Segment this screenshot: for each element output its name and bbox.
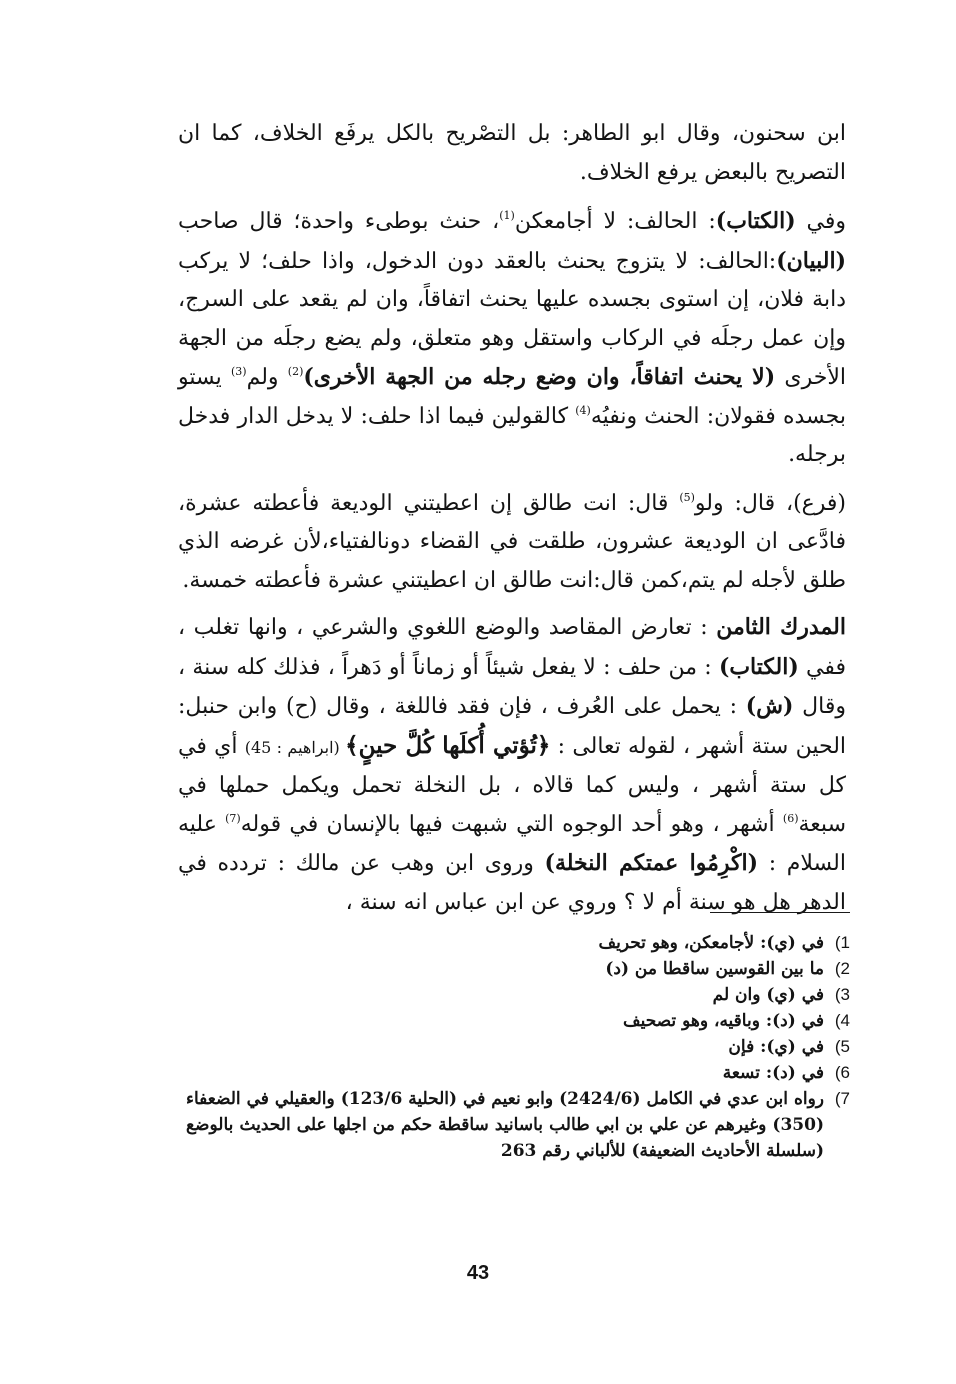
verse-citation: (ابراهيم : 45)	[244, 737, 346, 757]
quran-verse: ﴿تُؤتي أُكلَها كُلَّ حينٍ﴾	[345, 731, 551, 759]
footnote-item	[186, 1034, 850, 1060]
footnote-text: رواه ابن عدي في الكامل (2424/6) وابو نعيم في (الحلية 123/6) والعقيلي في الضعفاء (350) وغيرهم عن علي بن ابي طالب باسانيد ساقطة حكم من اجلها على الحديث بالوضع (سلسلة الأحاديث الضعيفة) للألباني رقم 263	[186, 1089, 825, 1161]
footnote-text: في (ي) وان لم	[712, 985, 824, 1005]
page-number: 43	[466, 1262, 490, 1284]
footnote-item	[186, 982, 850, 1008]
footnote-number: 6)	[834, 1063, 850, 1082]
paragraph-4: المدرك الثامن : تعارض المقاصد والوضع اللغوي والشرعي ، وانها تغلب ، ففي (الكتاب) : من حلف : لا يفعل شيئاً أو زماناً أو دَهراً ، فذلك كله سنة ، وقال (ش) : يحمل على العُرف ، فإن فقد فاللغة ، وقال (ح) وابن حنبل: الحين ستة أشهر ، لقوله تعالى : ﴿تُؤتي أُكلَها كُلَّ حينٍ﴾ (ابراهيم : 45) أي في كل ستة أشهر ، وليس كما قالاه ، بل النخلة تحمل ويكمل حملها في سبعة$^{(6)}$ أشهر ، وهو أحد الوجوه التي شبهت فيها بالإنسان في قوله$^{(7)}$ عليه السلام : (اكْرِمُوا عمتكم النخلة) وروى ابن وهب عن مالك : تردده في الدهر هل هو سنة أم لا ؟ وروي عن ابن عباس انه سنة ،	[178, 614, 847, 915]
footnote-ref-4: (4)	[575, 403, 591, 417]
footnote-item	[186, 1060, 850, 1086]
footnote-number: 5)	[834, 1037, 850, 1056]
footnote-item	[186, 930, 850, 956]
footnote-ref-2: (2)	[287, 365, 304, 378]
hadith-quote: (اكْرِمُوا عمتكم النخلة)	[544, 850, 759, 876]
footnote-text: في (د): وباقيه، وهو تصحيف	[622, 1011, 824, 1031]
footnote-separator	[710, 912, 850, 913]
footnote-ref-5: (5)	[679, 490, 695, 504]
book-reference: (الكتاب)	[715, 208, 796, 234]
footnote-text: في (د): تسعة	[722, 1063, 824, 1083]
footnote-text: في (ي): فإن	[728, 1037, 824, 1057]
footnote-text: ما بين القوسين ساقطا من (د)	[605, 959, 824, 979]
footnote-number: 2)	[834, 959, 850, 978]
footnote-ref-1: (1)	[499, 209, 515, 222]
footnote-ref-7: (7)	[225, 811, 241, 825]
main-text	[178, 115, 846, 932]
book-reference: (الكتاب)	[718, 653, 799, 680]
scholar-reference: (ش)	[745, 693, 794, 719]
bold-quote: (لا يحنث اتفاقاً، وان وضع رجله من الجهة الأخرى)	[303, 364, 776, 390]
book-reference: (البيان)	[776, 247, 846, 274]
paragraph-3: (فرع)، قال: ولو$^{(5)}$ قال: انت طالق إن اعطيتني الوديعة فأعطته عشرة، فادَّعى ان الوديعة عشرون، طلقت في القضاء دونالفتياء،لأن غرضه الذي طلق لأجله لم يتم،كمن قال:انت طالق ان اعطيتني عشرة فأعطته خمسة.	[178, 490, 847, 593]
footnote-text: في (ي): لأجامعكن، وهو تحريف	[598, 933, 824, 953]
footnote-number: 3)	[834, 985, 850, 1004]
section-heading: المدرك الثامن	[716, 614, 846, 640]
footnote-item	[186, 1086, 850, 1164]
footnote-number: 1)	[834, 933, 850, 952]
paragraph-1: ابن سحنون، وقال ابو الطاهر: بل التصْريح بالكل يرفَع الخلاف، كما ان التصريح بالبعض يرفع الخلاف.	[178, 121, 846, 185]
footnote-item	[186, 1008, 850, 1034]
footnote-number: 4)	[834, 1011, 850, 1030]
footnote-ref-6: (6)	[782, 811, 799, 825]
footnote-number: 7)	[834, 1089, 850, 1108]
paragraph-2: وفي (الكتاب): الحالف: لا أجامعكن$^{(1)}$، حنث بوطىء واحدة؛ قال صاحب (البيان):الحالف: لا يتزوج يحنث بالعقد دون الدخول، واذا حلف؛ لا يركب دابة فلان، إن استوى بجسده عليها يحنث اتفاقاً، وان لم يقعد على السرج، وإن عمل رجلَه في الركاب واستقل وهو متعلق، ولم يضع رجلَه من الجهة الأخرى (لا يحنث اتفاقاً، وان وضع رجله من الجهة الأخرى)$^{(2)}$ ولم$^{(3)}$ يستو بجسده فقولان: الحنث ونفيُه$^{(4)}$ كالقولين فيما اذا حلف: لا يدخل الدار فدخل برجله.	[178, 208, 846, 467]
footnote-ref-3: (3)	[230, 365, 247, 378]
footnotes	[186, 930, 850, 1164]
footnote-item	[186, 956, 850, 982]
